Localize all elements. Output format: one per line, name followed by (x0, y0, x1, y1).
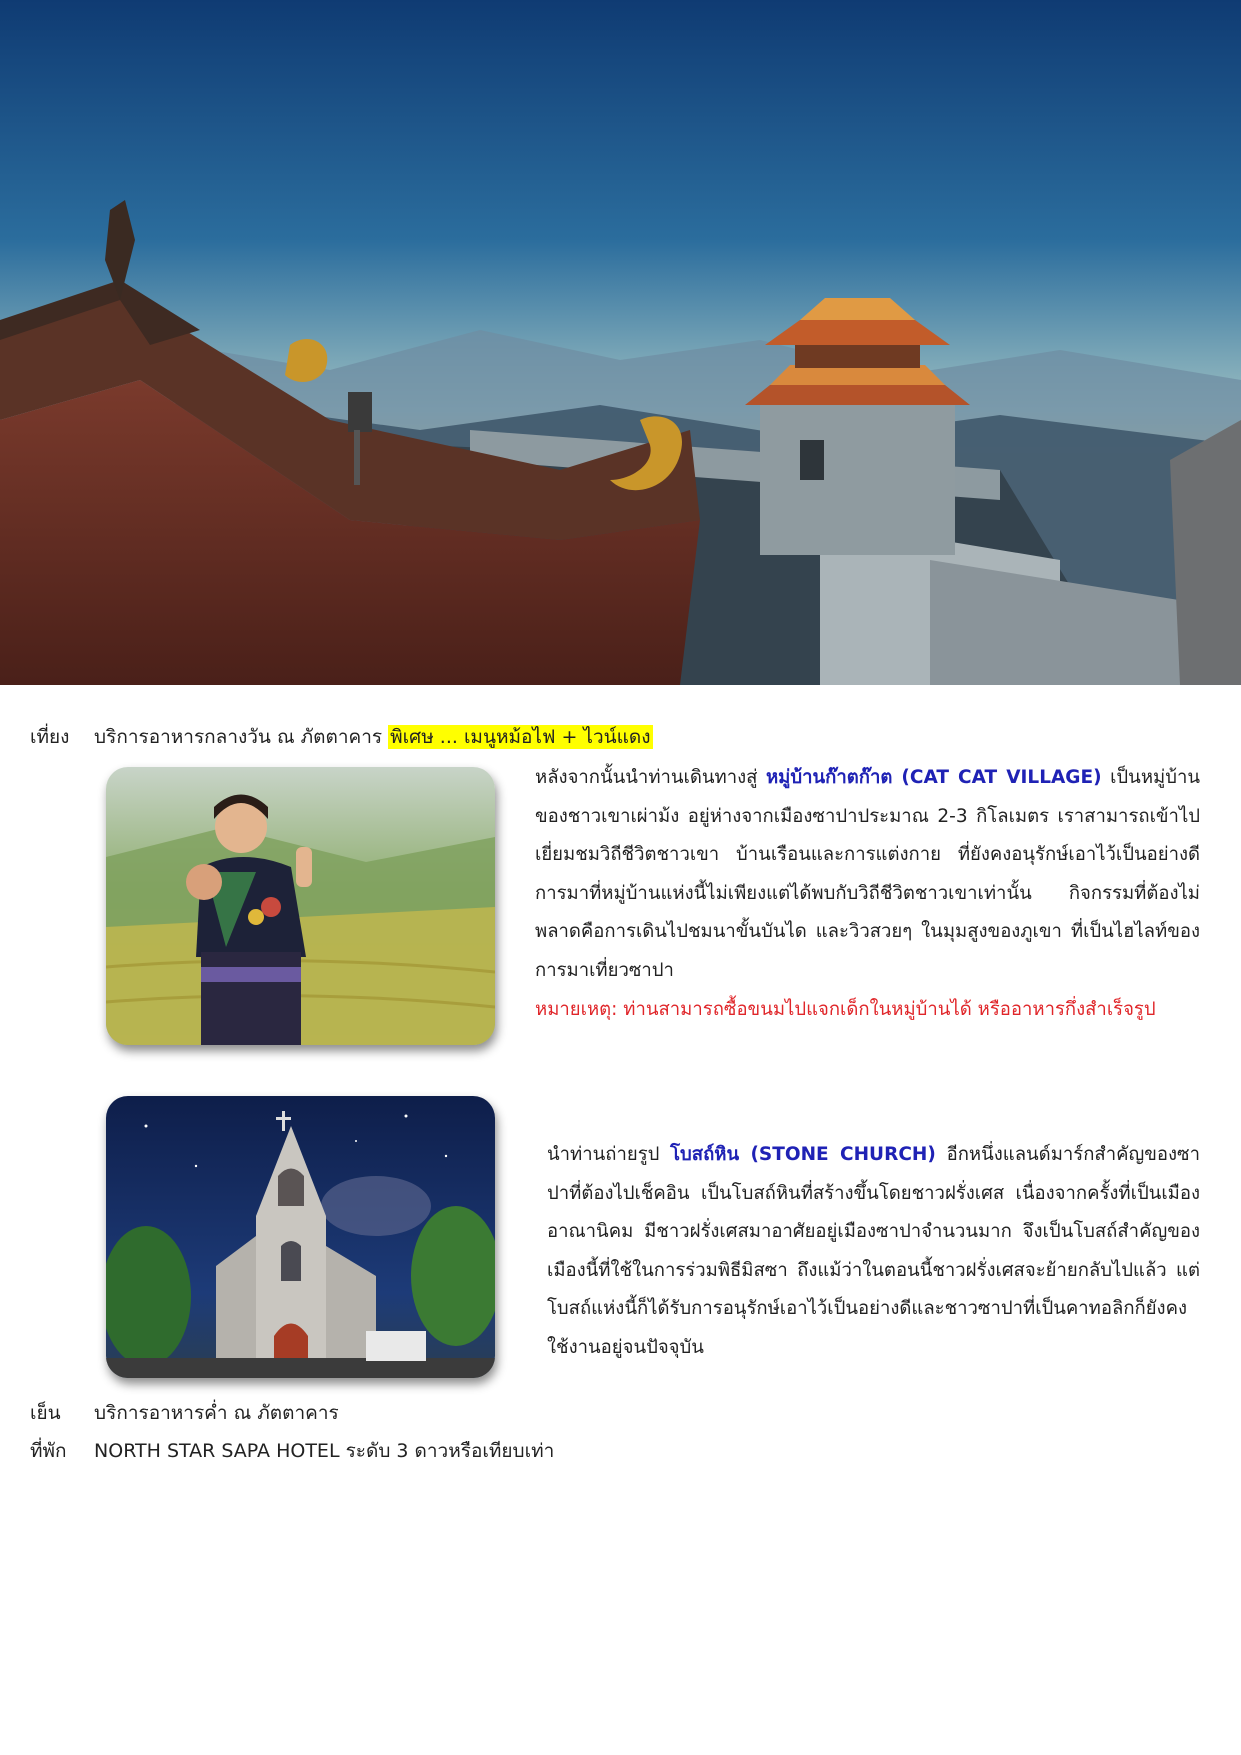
hotel-label: ที่พัก (30, 1440, 67, 1462)
section1-place: หมู่บ้านก๊าตก๊าต (CAT CAT VILLAGE) (765, 767, 1102, 788)
hero-photo-temple (0, 0, 1241, 685)
dinner-line (30, 1400, 339, 1426)
girl-photo-illustration (106, 767, 495, 1045)
section1-text-before: หลังจากนั้นนำท่านเดินทางสู่ (535, 767, 758, 788)
lunch-highlight: พิเศษ ... เมนูหม้อไฟ + ไวน์แดง (390, 726, 651, 748)
dinner-label: เย็น (30, 1402, 61, 1424)
section1-note: หมายเหตุ: ท่านสามารถซื้อขนมไปแจกเด็กในหมู่บ้านได้ หรืออาหารกึ่งสำเร็จรูป (535, 998, 1156, 1020)
section2-paragraph (547, 1136, 1200, 1368)
photo-cat-cat-village-girl (106, 767, 495, 1045)
section2-place: โบสถ์หิน (STONE CHURCH) (670, 1144, 936, 1165)
dinner-text: บริการอาหารค่ำ ณ ภัตตาคาร (94, 1402, 339, 1424)
hotel-line (30, 1438, 554, 1464)
photo-stone-church (106, 1096, 495, 1378)
lunch-label: เที่ยง (30, 726, 70, 748)
section2-text-before: นำท่านถ่ายรูป (547, 1144, 660, 1165)
section1-paragraph (535, 759, 1200, 1029)
hotel-text: NORTH STAR SAPA HOTEL ระดับ 3 ดาวหรือเทียบเท่า (94, 1440, 555, 1462)
section1-text-after: เป็นหมู่บ้านของชาวเขาเผ่าม้ง อยู่ห่างจากเมืองซาปาประมาณ 2-3 กิโลเมตร เราสามารถเข้าไปเยี่ยมชมวิถีชีวิตชาวเขา บ้านเรือนและการแต่งกาย ที่ยังคงอนุรักษ์เอาไว้เป็นอย่างดี การมาที่หมู่บ้านแห่งนี้ไม่เพียงแต่ได้พบกับวิถีชีวิตชาวเขาเท่านั้น กิจกรรมที่ต้องไม่พลาดคือการเดินไปชมนาขั้นบันได และวิวสวยๆ ในมุมสูงของภูเขา ที่เป็นไฮไลท์ของการมาเที่ยวซาปา (535, 767, 1200, 981)
hero-illustration (0, 0, 1241, 685)
lunch-line (30, 724, 653, 750)
church-photo-illustration (106, 1096, 495, 1378)
section2-text-after: อีกหนึ่งแลนด์มาร์กสำคัญของซาปาที่ต้องไปเช็คอิน เป็นโบสถ์หินที่สร้างขึ้นโดยชาวฝรั่งเศส เนื่องจากครั้งที่เป็นเมืองอาณานิคม มีชาวฝรั่งเศสมาอาศัยอยู่เมืองซาปาจำนวนมาก จึงเป็นโบสถ์สำคัญของเมืองนี้ที่ใช้ในการร่วมพิธีมิสซา ถึงแม้ว่าในตอนนี้ชาวฝรั่งเศสจะย้ายกลับไปแล้ว แต่โบสถ์แห่งนี้ก็ได้รับการอนุรักษ์เอาไว้เป็นอย่างดีและชาวซาปาที่เป็นคาทอลิกก็ยังคงใช้งานอยู่จนปัจจุบัน (547, 1144, 1200, 1358)
lunch-text: บริการอาหารกลางวัน ณ ภัตตาคาร (94, 726, 383, 748)
